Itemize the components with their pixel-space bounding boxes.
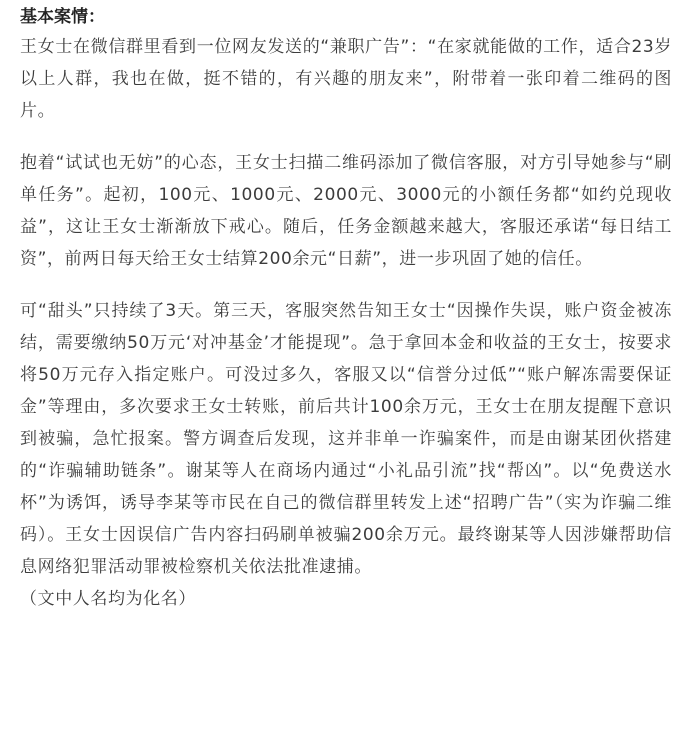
paragraph-spacer <box>20 275 672 295</box>
section-heading: 基本案情： <box>20 7 105 27</box>
paragraph-2: 抱着“试试也无妨”的心态，王女士扫描二维码添加了微信客服，对方引导她参与“刷单任务”。起初，100元、1000元、2000元、3000元的小额任务都“如约兑现收益”，这让王女士渐渐放下戒心。随后，任务金额越来越大，客服还承诺“每日结工资”，前两日每天给王女士结算200余元“日薪”，进一步巩固了她的信任。 <box>20 153 672 269</box>
paragraph-1: 王女士在微信群里看到一位网友发送的“兼职广告”：“在家就能做的工作，适合23岁以上人群，我也在做，挺不错的，有兴趣的朋友来”，附带着一张印着二维码的图片。 <box>20 37 672 121</box>
name-disclaimer-note: （文中人名均为化名） <box>20 589 196 609</box>
paragraph-spacer <box>20 127 672 147</box>
paragraph-3: 可“甜头”只持续了3天。第三天，客服突然告知王女士“因操作失误，账户资金被冻结，需要缴纳50万元‘对冲基金’才能提现”。急于拿回本金和收益的王女士，按要求将50万元存入指定账户。可没过多久，客服又以“信誉分过低”“账户解冻需要保证金”等理由，多次要求王女士转账，前后共计100余万元，王女士在朋友提醒下意识到被骗，急忙报案。警方调查后发现，这并非单一诈骗案件，而是由谢某团伙搭建的“诈骗辅助链条”。谢某等人在商场内通过“小礼品引流”找“帮凶”。以“免费送水杯”为诱饵，诱导李某等市民在自己的微信群里转发上述“招聘广告”（实为诈骗二维码）。王女士因误信广告内容扫码刷单被骗200余万元。最终谢某等人因涉嫌帮助信息网络犯罪活动罪被检察机关依法批准逮捕。 <box>20 301 672 577</box>
article-body <box>20 3 672 615</box>
